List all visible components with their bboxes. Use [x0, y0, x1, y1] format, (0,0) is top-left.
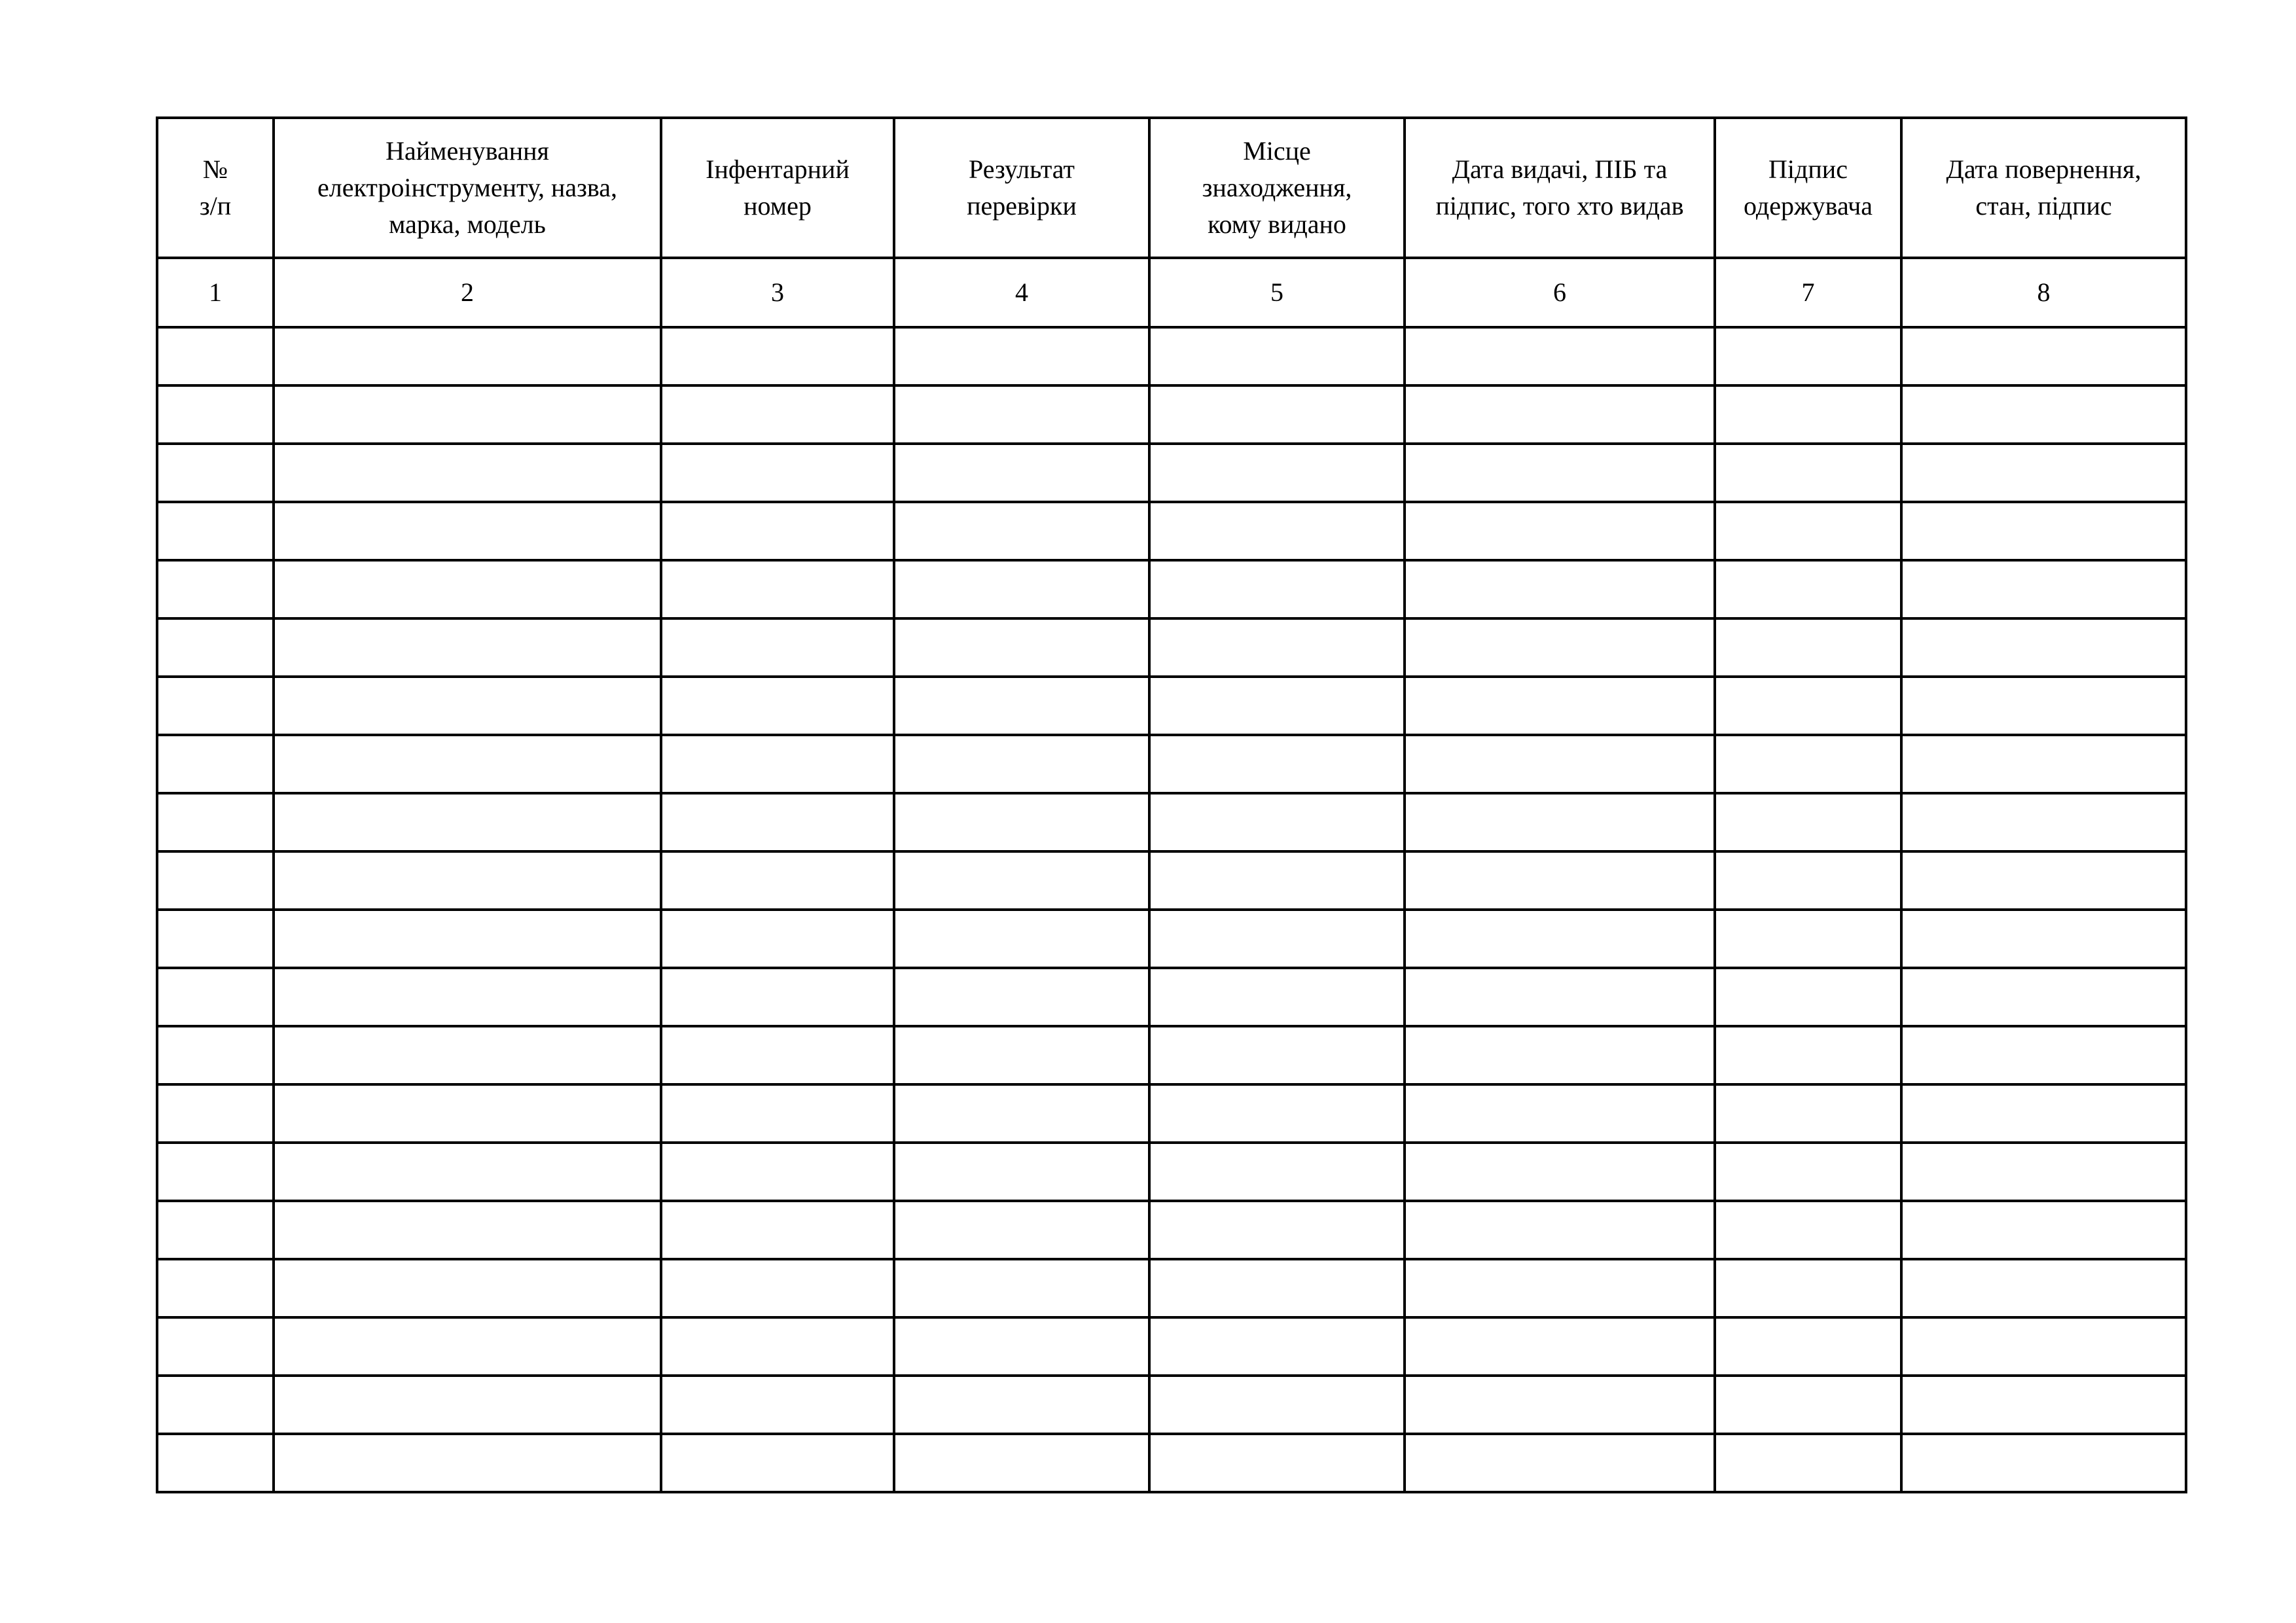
- empty-cell: [1715, 618, 1901, 677]
- empty-cell: [1405, 1259, 1715, 1317]
- empty-cell: [661, 444, 894, 502]
- empty-cell: [1149, 1201, 1405, 1259]
- empty-cell: [1405, 1376, 1715, 1434]
- empty-cell: [1715, 1143, 1901, 1201]
- table-row: [157, 327, 2186, 385]
- empty-cell: [1715, 1317, 1901, 1376]
- empty-cell: [274, 735, 661, 793]
- column-numbers-row: [157, 258, 2186, 327]
- empty-cell: [1405, 968, 1715, 1026]
- empty-cell: [274, 1084, 661, 1143]
- empty-cell: [1901, 1434, 2186, 1492]
- empty-cell: [894, 385, 1149, 444]
- empty-cell: [661, 793, 894, 851]
- empty-cell: [894, 560, 1149, 618]
- empty-cell: [157, 1143, 274, 1201]
- empty-cell: [1149, 385, 1405, 444]
- empty-cell: [894, 327, 1149, 385]
- empty-cell: [274, 851, 661, 910]
- empty-cell: [157, 444, 274, 502]
- empty-cell: [1405, 1084, 1715, 1143]
- empty-cell: [1149, 735, 1405, 793]
- empty-cell: [1715, 385, 1901, 444]
- table-row: [157, 793, 2186, 851]
- table-row: [157, 1201, 2186, 1259]
- table-row: [157, 1376, 2186, 1434]
- table-row: [157, 735, 2186, 793]
- empty-cell: [157, 618, 274, 677]
- empty-cell: [1405, 1143, 1715, 1201]
- empty-cell: [274, 793, 661, 851]
- empty-cell: [661, 502, 894, 560]
- header-tool-name: Найменування електроінструменту, назва, марка, модель: [274, 118, 661, 258]
- empty-cell: [157, 910, 274, 968]
- column-number: 1: [157, 258, 274, 327]
- empty-cell: [1715, 1026, 1901, 1084]
- empty-cell: [1149, 1317, 1405, 1376]
- empty-cell: [1405, 385, 1715, 444]
- empty-cell: [157, 560, 274, 618]
- empty-cell: [1405, 560, 1715, 618]
- empty-cell: [1149, 444, 1405, 502]
- empty-cell: [661, 385, 894, 444]
- empty-cell: [1901, 444, 2186, 502]
- empty-cell: [1405, 851, 1715, 910]
- empty-cell: [1901, 1376, 2186, 1434]
- column-number: 7: [1715, 258, 1901, 327]
- empty-cell: [157, 385, 274, 444]
- empty-cell: [661, 851, 894, 910]
- column-number: 4: [894, 258, 1149, 327]
- empty-cell: [274, 1259, 661, 1317]
- empty-cell: [1715, 1434, 1901, 1492]
- header-issue-date: Дата видачі, ПІБ та підпис, того хто видав: [1405, 118, 1715, 258]
- empty-cell: [1901, 502, 2186, 560]
- empty-cell: [1901, 677, 2186, 735]
- empty-cell: [661, 968, 894, 1026]
- empty-cell: [1901, 1026, 2186, 1084]
- empty-cell: [1715, 1084, 1901, 1143]
- empty-cell: [274, 1376, 661, 1434]
- empty-cell: [157, 793, 274, 851]
- empty-cell: [1149, 1026, 1405, 1084]
- empty-cell: [894, 1317, 1149, 1376]
- header-row: [157, 118, 2186, 258]
- header-return-date: Дата повернення, стан, підпис: [1901, 118, 2186, 258]
- empty-cell: [661, 1259, 894, 1317]
- empty-cell: [1405, 1434, 1715, 1492]
- empty-cell: [157, 327, 274, 385]
- column-number: 5: [1149, 258, 1405, 327]
- empty-cell: [894, 793, 1149, 851]
- empty-cell: [894, 851, 1149, 910]
- header-inventory-number: Інфентарний номер: [661, 118, 894, 258]
- table-row: [157, 560, 2186, 618]
- empty-cell: [274, 677, 661, 735]
- empty-cell: [157, 968, 274, 1026]
- empty-cell: [1901, 1259, 2186, 1317]
- empty-cell: [661, 1026, 894, 1084]
- empty-cell: [1149, 327, 1405, 385]
- table-row: [157, 1434, 2186, 1492]
- table-row: [157, 1259, 2186, 1317]
- empty-cell: [157, 502, 274, 560]
- empty-cell: [661, 1317, 894, 1376]
- empty-cell: [661, 1376, 894, 1434]
- empty-cell: [1149, 1376, 1405, 1434]
- empty-cell: [1901, 1143, 2186, 1201]
- empty-cell: [1149, 1259, 1405, 1317]
- header-check-result: Результат перевірки: [894, 118, 1149, 258]
- empty-cell: [1149, 1084, 1405, 1143]
- empty-cell: [157, 1434, 274, 1492]
- empty-cell: [894, 1201, 1149, 1259]
- empty-cell: [1149, 618, 1405, 677]
- empty-cell: [894, 677, 1149, 735]
- empty-cell: [274, 502, 661, 560]
- empty-cell: [1405, 1201, 1715, 1259]
- empty-cell: [661, 735, 894, 793]
- empty-cell: [894, 618, 1149, 677]
- empty-cell: [274, 560, 661, 618]
- empty-cell: [274, 618, 661, 677]
- table-row: [157, 385, 2186, 444]
- empty-cell: [1405, 677, 1715, 735]
- empty-cell: [157, 1084, 274, 1143]
- tool-issuance-table: [156, 116, 2187, 1493]
- empty-cell: [661, 560, 894, 618]
- empty-cell: [1405, 327, 1715, 385]
- table-row: [157, 502, 2186, 560]
- empty-cell: [1901, 560, 2186, 618]
- empty-cell: [1715, 735, 1901, 793]
- empty-cell: [1901, 793, 2186, 851]
- empty-cell: [1149, 1434, 1405, 1492]
- empty-cell: [1149, 502, 1405, 560]
- empty-cell: [894, 1376, 1149, 1434]
- empty-cell: [661, 618, 894, 677]
- empty-cell: [157, 1201, 274, 1259]
- empty-cell: [1405, 618, 1715, 677]
- table-row: [157, 910, 2186, 968]
- empty-cell: [274, 968, 661, 1026]
- empty-cell: [661, 910, 894, 968]
- empty-cell: [894, 1434, 1149, 1492]
- empty-cell: [894, 910, 1149, 968]
- empty-cell: [1715, 560, 1901, 618]
- empty-cell: [894, 1259, 1149, 1317]
- empty-cell: [894, 735, 1149, 793]
- empty-cell: [1901, 1084, 2186, 1143]
- empty-cell: [1901, 851, 2186, 910]
- table-row: [157, 1317, 2186, 1376]
- empty-cell: [894, 1143, 1149, 1201]
- empty-cell: [661, 327, 894, 385]
- empty-cell: [274, 1201, 661, 1259]
- empty-cell: [661, 1201, 894, 1259]
- empty-cell: [1901, 385, 2186, 444]
- header-location: Місце знаходження, кому видано: [1149, 118, 1405, 258]
- empty-cell: [1405, 1026, 1715, 1084]
- empty-cell: [1901, 910, 2186, 968]
- table-row: [157, 1084, 2186, 1143]
- empty-cell: [1149, 1143, 1405, 1201]
- empty-cell: [894, 968, 1149, 1026]
- empty-cell: [1405, 1317, 1715, 1376]
- empty-cell: [1405, 444, 1715, 502]
- empty-cell: [894, 1084, 1149, 1143]
- empty-cell: [157, 735, 274, 793]
- empty-cell: [1405, 793, 1715, 851]
- empty-cell: [1715, 793, 1901, 851]
- empty-cell: [1901, 327, 2186, 385]
- empty-cell: [894, 1026, 1149, 1084]
- empty-cell: [1715, 444, 1901, 502]
- table-row: [157, 851, 2186, 910]
- column-number: 3: [661, 258, 894, 327]
- empty-cell: [1149, 677, 1405, 735]
- empty-cell: [1405, 910, 1715, 968]
- empty-cell: [661, 1143, 894, 1201]
- empty-cell: [1149, 560, 1405, 618]
- header-number: № з/п: [157, 118, 274, 258]
- empty-cell: [1149, 793, 1405, 851]
- empty-cell: [1149, 910, 1405, 968]
- table-row: [157, 968, 2186, 1026]
- empty-cell: [1715, 910, 1901, 968]
- column-number: 6: [1405, 258, 1715, 327]
- empty-cell: [274, 327, 661, 385]
- empty-cell: [1715, 968, 1901, 1026]
- empty-cell: [1715, 1259, 1901, 1317]
- empty-cell: [157, 677, 274, 735]
- empty-cell: [1901, 618, 2186, 677]
- empty-cell: [274, 385, 661, 444]
- empty-cell: [1715, 851, 1901, 910]
- empty-cell: [661, 1434, 894, 1492]
- empty-cell: [1149, 851, 1405, 910]
- empty-cell: [1901, 735, 2186, 793]
- empty-cell: [1149, 968, 1405, 1026]
- empty-cell: [1715, 1201, 1901, 1259]
- empty-cell: [1901, 1317, 2186, 1376]
- header-recipient-signature: Підпис одержувача: [1715, 118, 1901, 258]
- empty-cell: [1901, 1201, 2186, 1259]
- empty-cell: [157, 851, 274, 910]
- empty-cell: [157, 1376, 274, 1434]
- empty-cell: [274, 1143, 661, 1201]
- empty-cell: [1405, 735, 1715, 793]
- empty-cell: [274, 444, 661, 502]
- empty-cell: [1715, 1376, 1901, 1434]
- empty-cell: [157, 1259, 274, 1317]
- empty-cell: [894, 502, 1149, 560]
- empty-cell: [274, 910, 661, 968]
- empty-cell: [274, 1434, 661, 1492]
- empty-cell: [661, 677, 894, 735]
- empty-cell: [1715, 677, 1901, 735]
- empty-cell: [661, 1084, 894, 1143]
- empty-cell: [1715, 502, 1901, 560]
- table-row: [157, 444, 2186, 502]
- table-row: [157, 1026, 2186, 1084]
- empty-cell: [1405, 502, 1715, 560]
- table-row: [157, 618, 2186, 677]
- table-row: [157, 1143, 2186, 1201]
- column-number: 2: [274, 258, 661, 327]
- empty-cell: [894, 444, 1149, 502]
- empty-cell: [1715, 327, 1901, 385]
- empty-cell: [274, 1026, 661, 1084]
- empty-cell: [274, 1317, 661, 1376]
- empty-cell: [1901, 968, 2186, 1026]
- column-number: 8: [1901, 258, 2186, 327]
- empty-cell: [157, 1026, 274, 1084]
- empty-cell: [157, 1317, 274, 1376]
- table-row: [157, 677, 2186, 735]
